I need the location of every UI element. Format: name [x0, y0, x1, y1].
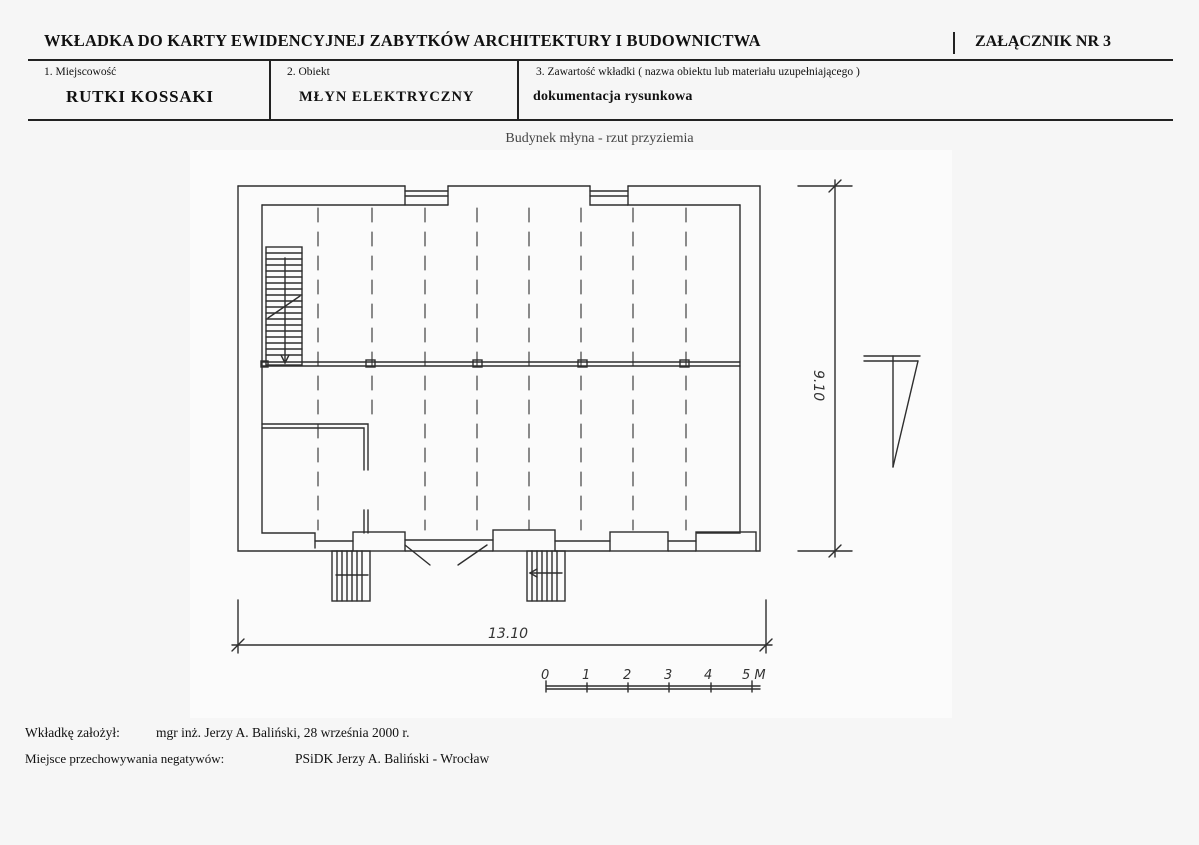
attachment-number: ZAŁĄCZNIK NR 3 — [975, 33, 1112, 50]
object-label: 2. Obiekt — [287, 66, 330, 78]
document-title: WKŁADKA DO KARTY EWIDENCYJNEJ ZABYTKÓW ARCHITEKTURY I BUDOWNICTWA — [44, 31, 761, 50]
content-value: dokumentacja rysunkowa — [533, 89, 693, 104]
width-dimension-label: 13.10 — [488, 626, 529, 642]
window-top-left — [405, 191, 448, 196]
object-value: MŁYN ELEKTRYCZNY — [299, 89, 475, 105]
depth-dimension-line — [798, 180, 852, 557]
scale-label-5: 5 M — [742, 668, 766, 683]
outer-wall — [238, 186, 760, 551]
bottom-wall-openings — [315, 530, 756, 565]
drawing-caption: Budynek młyna - rzut przyziemia — [505, 131, 694, 146]
negatives-storage-value: PSiDK Jerzy A. Baliński - Wrocław — [295, 751, 490, 766]
exterior-stairs-left — [332, 551, 370, 601]
negatives-storage-label: Miejsce przechowywania negatywów: — [25, 751, 225, 766]
scale-label-1: 1 — [582, 668, 591, 683]
created-by-label: Wkładkę założył: — [25, 725, 120, 740]
beam-line — [261, 360, 740, 367]
content-label: 3. Zawartość wkładki ( nazwa obiektu lub materiału uzupełniającego ) — [536, 66, 860, 78]
depth-dimension-label: 9.10 — [810, 370, 826, 402]
scale-label-4: 4 — [704, 668, 713, 683]
joist-lines — [318, 208, 686, 530]
scale-label-0: 0 — [541, 668, 550, 683]
scale-label-2: 2 — [623, 668, 632, 683]
scale-bar — [546, 681, 760, 692]
interior-partition — [262, 424, 368, 533]
window-top-right — [590, 191, 628, 196]
scale-label-3: 3 — [664, 668, 673, 683]
location-value: RUTKI KOSSAKI — [66, 87, 214, 106]
north-arrow — [864, 356, 920, 467]
created-by-value: mgr inż. Jerzy A. Baliński, 28 września 2000 r. — [156, 725, 410, 740]
interior-staircase — [266, 247, 302, 365]
location-label: 1. Miejscowość — [44, 66, 117, 78]
exterior-stairs-right — [527, 551, 565, 601]
